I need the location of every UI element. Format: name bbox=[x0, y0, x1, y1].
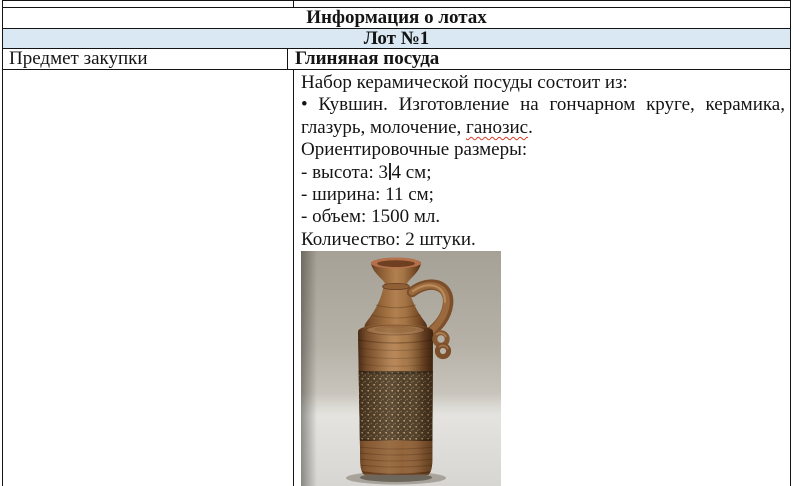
cutoff-cell-left bbox=[3, 1, 294, 7]
subject-value: Глиняная посуда bbox=[295, 48, 440, 69]
description-left-empty-cell[interactable] bbox=[3, 70, 294, 486]
desc-width-line[interactable]: - ширина: 11 см; bbox=[301, 184, 434, 206]
lot-description-text[interactable] bbox=[294, 70, 790, 251]
text-cursor-caret bbox=[389, 163, 391, 180]
table-row-lot[interactable] bbox=[3, 29, 790, 49]
desc-bullet-line2-pre: глазурь, молочение, bbox=[301, 116, 467, 138]
subject-label: Предмет закупки bbox=[9, 48, 148, 69]
desc-quantity-line[interactable]: Количество: 2 штуки. bbox=[301, 228, 476, 250]
desc-height-post: 4 см; bbox=[391, 161, 432, 183]
desc-height-pre: - высота: 3 bbox=[301, 161, 388, 183]
desc-intro-line[interactable]: Набор керамической посуды состоит из: bbox=[301, 72, 628, 93]
table-row-description bbox=[3, 70, 790, 486]
subject-label-cell[interactable] bbox=[3, 49, 288, 69]
table-row-header[interactable] bbox=[3, 8, 790, 29]
desc-sizes-label[interactable]: Ориентировочные размеры: bbox=[301, 139, 528, 161]
subject-value-cell[interactable] bbox=[288, 49, 790, 69]
desc-volume-line[interactable]: - объем: 1500 мл. bbox=[301, 206, 441, 228]
lot-number-header: Лот №1 bbox=[363, 27, 430, 49]
table-row-subject bbox=[3, 49, 790, 70]
description-cell[interactable] bbox=[294, 70, 790, 486]
desc-bullet-line2[interactable] bbox=[301, 117, 785, 139]
desc-bullet-line2-post: . bbox=[528, 116, 533, 138]
misspelled-word: ганозис bbox=[466, 116, 529, 138]
lots-info-header: Информация о лотах bbox=[306, 7, 487, 28]
desc-height-line[interactable] bbox=[301, 162, 785, 184]
jug-illustration bbox=[301, 251, 501, 486]
lots-table bbox=[2, 0, 791, 486]
product-photo-jug[interactable] bbox=[301, 251, 501, 486]
desc-bullet-line1[interactable]: • Кувшин. Изготовление на гончарном круге, керамика, bbox=[301, 94, 785, 116]
